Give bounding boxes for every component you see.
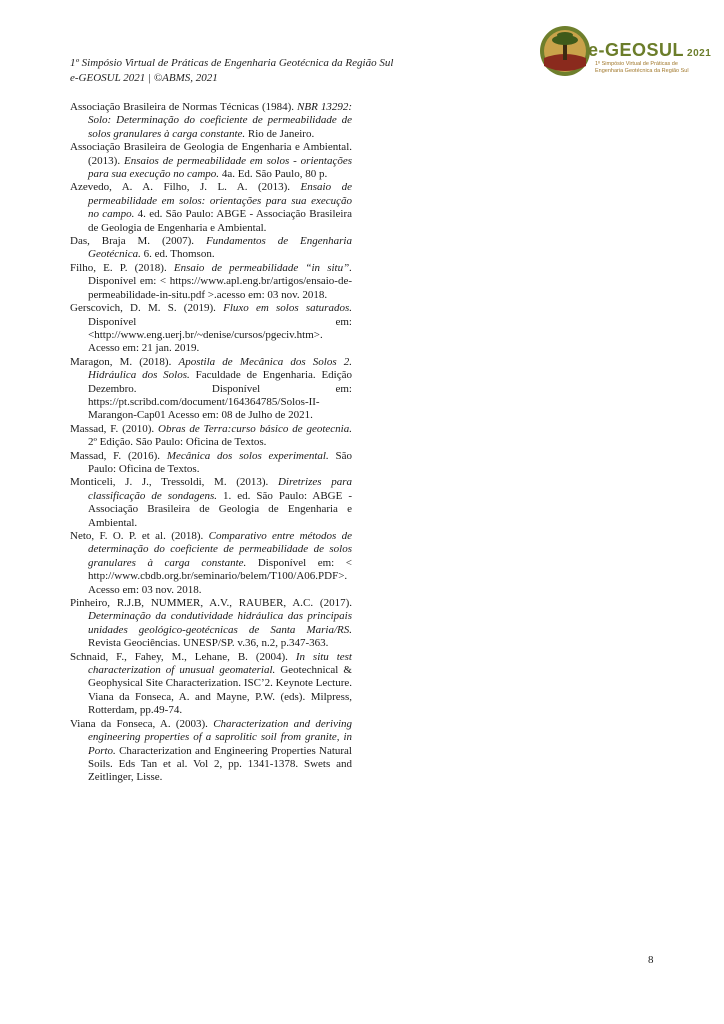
header-line-1: 1º Simpósio Virtual de Práticas de Engenharia Geotécnica da Região Sul — [70, 57, 394, 69]
header-line-2: e-GEOSUL 2021 | ©ABMS, 2021 — [70, 72, 218, 84]
reference-entry: Associação Brasileira de Geologia de Engenharia e Ambiental. (2013). Ensaios de permeabilidade em solos - orientações para sua execução no campo. 4a. Ed. São Paulo, 80 p. — [70, 141, 352, 181]
reference-entry: Schnaid, F., Fahey, M., Lehane, B. (2004). In situ test characterization of unusual geomaterial. Geotechnical & Geophysical Site Characterization. ISC’2. Keynote Lecture. Viana da Fonseca, A. and Mayne, P.W. (eds). Milpress, Rotterdam, pp.49-74. — [70, 650, 352, 717]
reference-entry: Maragon, M. (2018). Apostila de Mecânica dos Solos 2. Hidráulica dos Solos. Faculdade de Engenharia. Edição Dezembro. Disponível em: https://pt.scribd.com/document/164364785/Solos-II-Marangon-Cap01 Acesso em: 08 de Julho de 2021. — [70, 355, 352, 422]
logo-wordmark: e-GEOSUL 2021 — [588, 40, 712, 60]
reference-entry: Monticeli, J. J., Tressoldi, M. (2013). Diretrizes para classificação de sondagens. 1. ed. São Paulo: ABGE - Associação Brasileira de Geologia de Engenharia e Ambiental. — [70, 476, 352, 529]
reference-entry: Viana da Fonseca, A. (2003). Characterization and deriving engineering properties of a saprolitic soil from granite, in Porto. Characterization and Engineering Properties Natural Soils. Eds Tan et al. Vol 2, pp. 1341-1378. Swets and Zeitlinger, Lisse. — [70, 717, 353, 784]
reference-entry: Das, Braja M. (2007). Fundamentos de Engenharia Geotécnica. 6. ed. Thomson. — [70, 235, 352, 261]
reference-entry: Massad, F. (2016). Mecânica dos solos experimental. São Paulo: Oficina de Textos. — [70, 449, 353, 475]
running-header — [70, 56, 393, 86]
reference-entry: Neto, F. O. P. et al. (2018). Comparativo entre métodos de determinação do coeficiente de permeabilidade de solos granulares à carga constante. Disponível em: < http://www.cbdb.org.br/seminario/belem/T100/A06.PDF>. Acesso em: 03 nov. 2018. — [70, 530, 352, 596]
reference-entry: Associação Brasileira de Normas Técnicas (1984). NBR 13292: Solo: Determinação do coeficiente de permeabilidade de solos granulares à carga constante. Rio de Janeiro. — [70, 101, 352, 140]
reference-entry: Gerscovich, D. M. S. (2019). Fluxo em solos saturados. Disponível em: <http://www.eng.uerj.br/~denise/cursos/pgeciv.htm>. Acesso em: 21 jan. 2019. — [70, 302, 352, 355]
reference-entry: Filho, E. P. (2018). Ensaio de permeabilidade “in situ”. Disponível em: < https://www.apl.eng.br/artigos/ensaio-de-permeabilidade-in-situ.pdf >.acesso em: 03 nov. 2018. — [70, 261, 352, 301]
logo-subtitle: 1º Simpósio Virtual de Práticas de Engenharia Geotécnica da Região Sul — [595, 61, 689, 74]
reference-entry: Massad, F. (2010). Obras de Terra:curso básico de geotecnia. 2º Edição. São Paulo: Oficina de Textos. — [70, 422, 352, 449]
references-list — [70, 101, 352, 785]
reference-entry: Azevedo, A. A. Filho, J. L. A. (2013). Ensaio de permeabilidade em solos: orientações para sua execução no campo. 4. ed. São Paulo: ABGE - Associação Brasileira de Geologia de Engenharia e Ambiental. — [70, 181, 352, 234]
page-number: 8 — [648, 954, 654, 966]
reference-entry: Pinheiro, R.J.B, NUMMER, A.V., RAUBER, A.C. (2017). Determinação da condutividade hidráulica das principais unidades geológico-geotécnicas de Santa Maria/RS. Revista Geociências. UNESP/SP. v.36, n.2, p.347-363. — [70, 597, 352, 650]
conference-logo — [538, 24, 710, 80]
globe-tree-icon — [538, 24, 594, 80]
